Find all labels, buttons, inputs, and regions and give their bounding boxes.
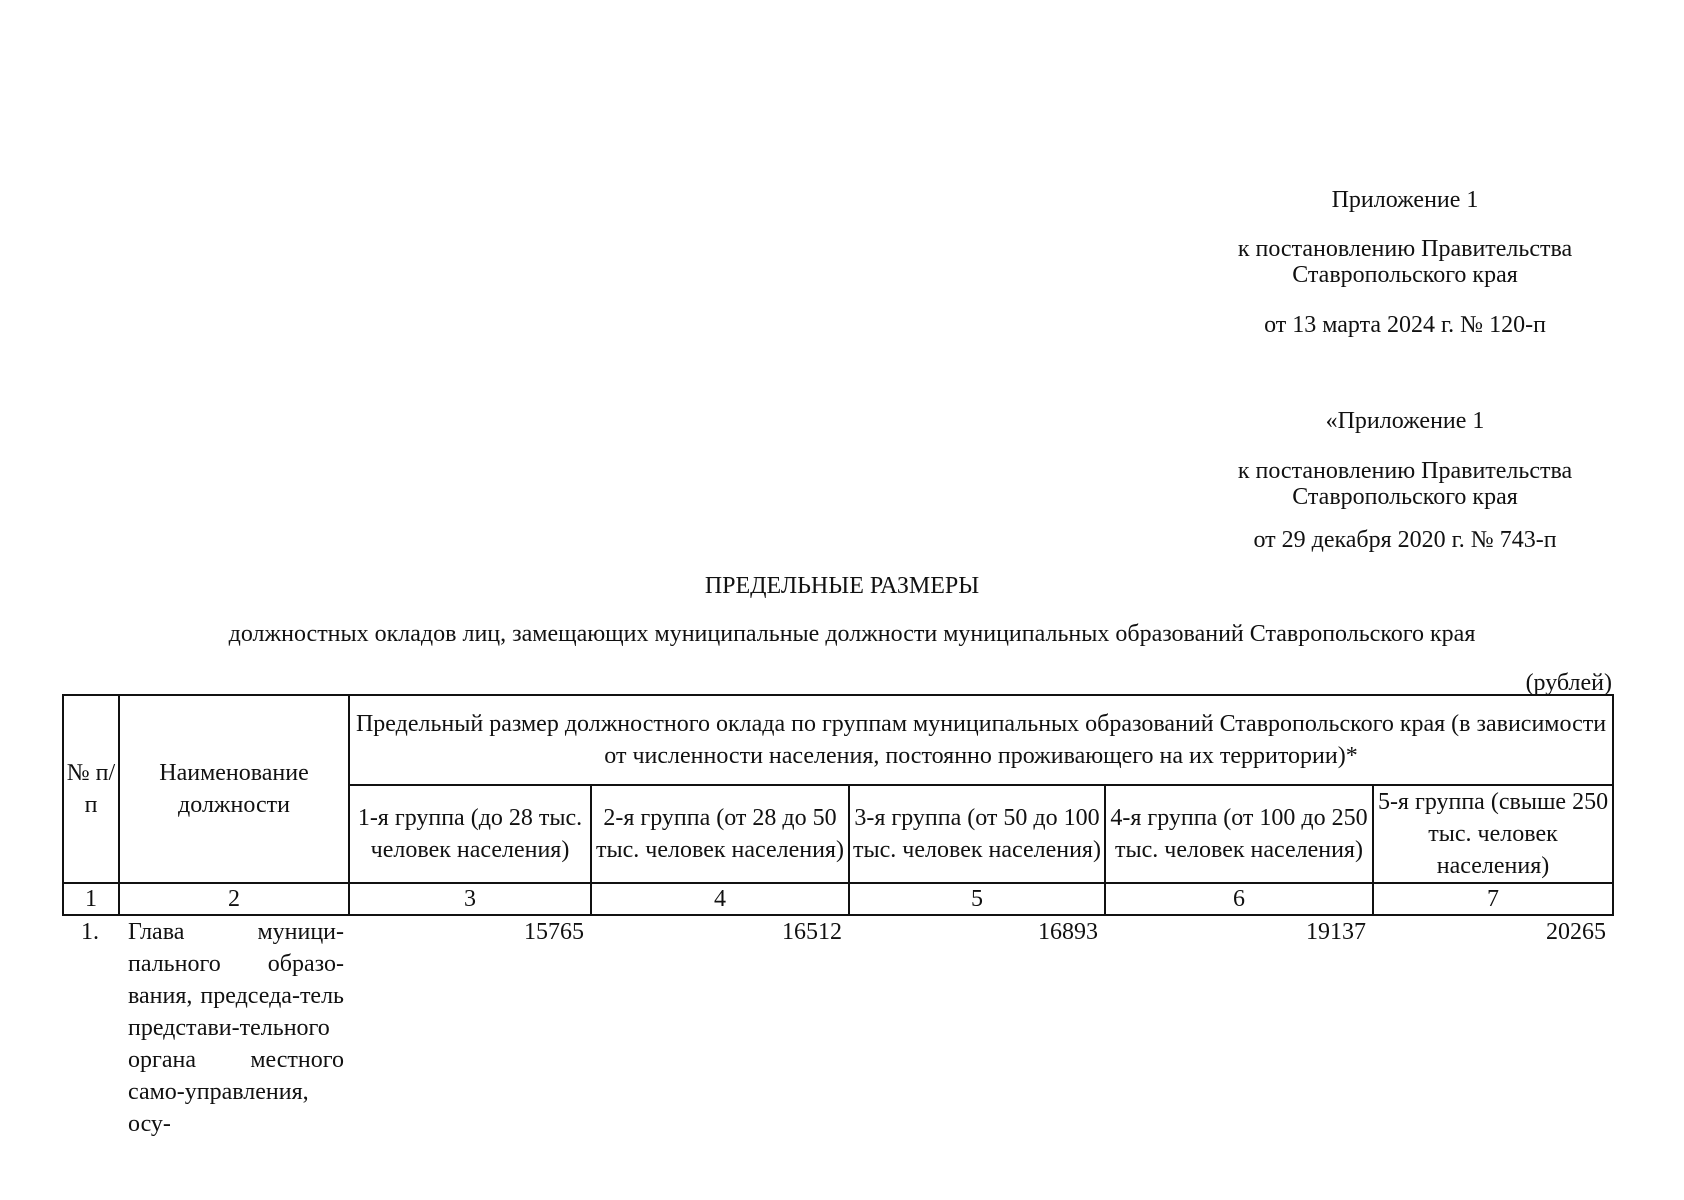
column-number-1: 1 <box>63 883 119 915</box>
column-number-5: 5 <box>849 883 1105 915</box>
column-number-3: 3 <box>349 883 591 915</box>
table-row <box>62 916 1612 1140</box>
column-number-7: 7 <box>1373 883 1613 915</box>
header-group-2: 2-я группа (от 28 до 50 тыс. человек населения) <box>591 785 849 883</box>
original-appendix-resolution-reference: к постановлению Правительства Ставропольского края <box>1237 458 1573 510</box>
row-value-group-2: 16512 <box>782 919 842 945</box>
document-subtitle: должностных окладов лиц, замещающих муниципальные должности муниципальных образований Ставропольского края <box>228 621 1476 647</box>
header-number: № п/п <box>63 695 119 883</box>
original-appendix-title: «Приложение 1 <box>1325 408 1485 434</box>
appendix-title: Приложение 1 <box>1331 187 1479 213</box>
header-position-name: Наименование должности <box>119 695 349 883</box>
row-number: 1. <box>81 919 99 945</box>
salary-limits-table-body <box>62 916 1612 1140</box>
header-group-5: 5-я группа (свыше 250 тыс. человек населения) <box>1373 785 1613 883</box>
row-value-group-1: 15765 <box>524 919 584 945</box>
column-number-6: 6 <box>1105 883 1373 915</box>
original-appendix-date-number: от 29 декабря 2020 г. № 743-п <box>1253 527 1557 553</box>
document-title: ПРЕДЕЛЬНЫЕ РАЗМЕРЫ <box>704 573 980 599</box>
row-position-name: Глава муници-пального образо-вания, председа-тель представи-тельного органа местного само-управления, осу- <box>128 919 344 1137</box>
header-group-1: 1-я группа (до 28 тыс. человек населения) <box>349 785 591 883</box>
units-label: (рублей) <box>1525 670 1612 696</box>
header-group-caption: Предельный размер должностного оклада по группам муниципальных образований Ставропольского края (в зависимости от численности населения, постоянно проживающего на их территории)* <box>349 695 1613 785</box>
row-value-group-5: 20265 <box>1546 919 1606 945</box>
header-group-3: 3-я группа (от 50 до 100 тыс. человек населения) <box>849 785 1105 883</box>
appendix-resolution-reference: к постановлению Правительства Ставропольского края <box>1237 236 1573 288</box>
row-value-group-4: 19137 <box>1306 919 1366 945</box>
column-number-2: 2 <box>119 883 349 915</box>
header-group-4: 4-я группа (от 100 до 250 тыс. человек населения) <box>1105 785 1373 883</box>
appendix-date-number: от 13 марта 2024 г. № 120-п <box>1264 312 1546 338</box>
row-value-group-3: 16893 <box>1038 919 1098 945</box>
column-number-4: 4 <box>591 883 849 915</box>
salary-limits-table-header <box>62 694 1614 916</box>
